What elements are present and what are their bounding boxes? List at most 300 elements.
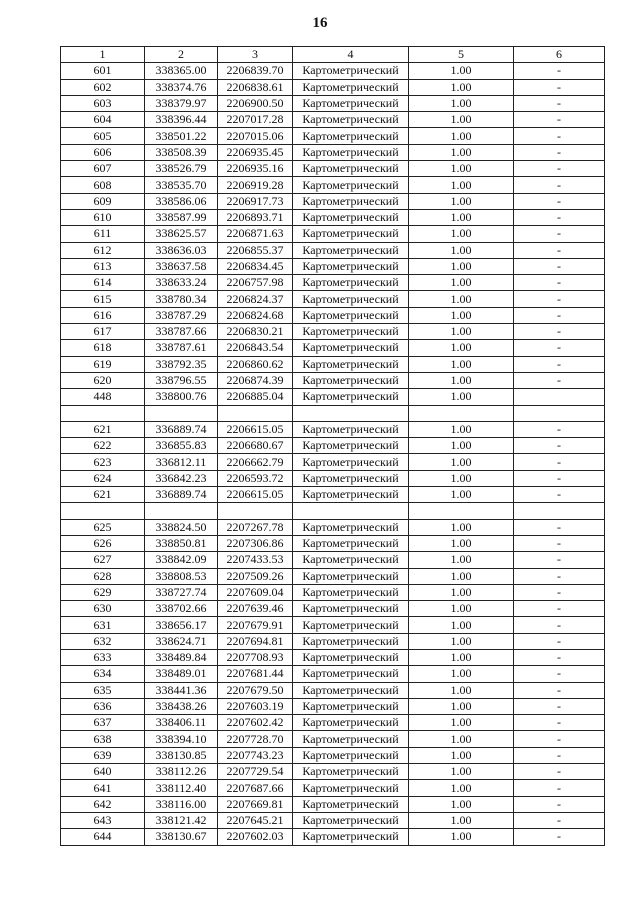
point-number-cell: 640	[61, 764, 145, 780]
method-cell: Картометрический	[293, 63, 409, 79]
method-cell: Картометрический	[293, 356, 409, 372]
x-coordinate-cell: 338526.79	[145, 161, 218, 177]
note-cell: -	[514, 112, 605, 128]
y-coordinate-cell: 2206885.04	[218, 389, 293, 405]
method-cell: Картометрический	[293, 487, 409, 503]
column-header: 1	[61, 47, 145, 63]
method-cell: Картометрический	[293, 519, 409, 535]
accuracy-cell: 1.00	[409, 79, 514, 95]
method-cell: Картометрический	[293, 552, 409, 568]
accuracy-cell: 1.00	[409, 242, 514, 258]
note-cell: -	[514, 584, 605, 600]
table-row	[61, 438, 605, 454]
accuracy-cell: 1.00	[409, 649, 514, 665]
accuracy-cell	[409, 405, 514, 421]
method-cell: Картометрический	[293, 112, 409, 128]
x-coordinate-cell: 338501.22	[145, 128, 218, 144]
accuracy-cell: 1.00	[409, 617, 514, 633]
accuracy-cell: 1.00	[409, 209, 514, 225]
note-cell: -	[514, 649, 605, 665]
y-coordinate-cell: 2206919.28	[218, 177, 293, 193]
accuracy-cell: 1.00	[409, 568, 514, 584]
table-row	[61, 95, 605, 111]
y-coordinate-cell: 2207509.26	[218, 568, 293, 584]
y-coordinate-cell: 2207267.78	[218, 519, 293, 535]
accuracy-cell: 1.00	[409, 584, 514, 600]
x-coordinate-cell: 336855.83	[145, 438, 218, 454]
table-row	[61, 161, 605, 177]
note-cell: -	[514, 764, 605, 780]
y-coordinate-cell: 2206900.50	[218, 95, 293, 111]
y-coordinate-cell: 2206662.79	[218, 454, 293, 470]
table-row	[61, 715, 605, 731]
y-coordinate-cell: 2207433.53	[218, 552, 293, 568]
method-cell: Картометрический	[293, 731, 409, 747]
accuracy-cell: 1.00	[409, 128, 514, 144]
accuracy-cell: 1.00	[409, 144, 514, 160]
note-cell: -	[514, 438, 605, 454]
column-header: 6	[514, 47, 605, 63]
point-number-cell: 614	[61, 275, 145, 291]
table-row	[61, 552, 605, 568]
x-coordinate-cell: 338130.85	[145, 747, 218, 763]
y-coordinate-cell: 2206917.73	[218, 193, 293, 209]
method-cell: Картометрический	[293, 584, 409, 600]
point-number-cell: 628	[61, 568, 145, 584]
x-coordinate-cell: 338787.61	[145, 340, 218, 356]
y-coordinate-cell: 2207645.21	[218, 812, 293, 828]
method-cell: Картометрический	[293, 209, 409, 225]
accuracy-cell: 1.00	[409, 421, 514, 437]
table-row	[61, 764, 605, 780]
y-coordinate-cell: 2207602.03	[218, 829, 293, 845]
accuracy-cell: 1.00	[409, 161, 514, 177]
method-cell: Картометрический	[293, 633, 409, 649]
accuracy-cell: 1.00	[409, 780, 514, 796]
note-cell: -	[514, 307, 605, 323]
table-row	[61, 454, 605, 470]
y-coordinate-cell: 2207728.70	[218, 731, 293, 747]
y-coordinate-cell: 2206893.71	[218, 209, 293, 225]
method-cell: Картометрический	[293, 715, 409, 731]
accuracy-cell: 1.00	[409, 487, 514, 503]
method-cell: Картометрический	[293, 144, 409, 160]
table-header-row	[61, 47, 605, 63]
x-coordinate-cell: 338656.17	[145, 617, 218, 633]
y-coordinate-cell: 2206615.05	[218, 487, 293, 503]
method-cell: Картометрический	[293, 128, 409, 144]
note-cell: -	[514, 242, 605, 258]
accuracy-cell: 1.00	[409, 601, 514, 617]
table-row	[61, 226, 605, 242]
accuracy-cell: 1.00	[409, 454, 514, 470]
accuracy-cell: 1.00	[409, 95, 514, 111]
method-cell	[293, 405, 409, 421]
point-number-cell: 616	[61, 307, 145, 323]
x-coordinate-cell: 336812.11	[145, 454, 218, 470]
point-number-cell: 633	[61, 649, 145, 665]
x-coordinate-cell: 338727.74	[145, 584, 218, 600]
note-cell: -	[514, 95, 605, 111]
accuracy-cell: 1.00	[409, 731, 514, 747]
y-coordinate-cell: 2207609.04	[218, 584, 293, 600]
point-number-cell: 618	[61, 340, 145, 356]
method-cell: Картометрический	[293, 666, 409, 682]
note-cell: -	[514, 161, 605, 177]
y-coordinate-cell: 2207729.54	[218, 764, 293, 780]
point-number-cell: 606	[61, 144, 145, 160]
accuracy-cell: 1.00	[409, 291, 514, 307]
x-coordinate-cell: 338787.66	[145, 324, 218, 340]
point-number-cell: 604	[61, 112, 145, 128]
method-cell: Картометрический	[293, 568, 409, 584]
y-coordinate-cell: 2207687.66	[218, 780, 293, 796]
method-cell: Картометрический	[293, 812, 409, 828]
method-cell: Картометрический	[293, 780, 409, 796]
accuracy-cell: 1.00	[409, 324, 514, 340]
method-cell: Картометрический	[293, 682, 409, 698]
table-row	[61, 258, 605, 274]
accuracy-cell: 1.00	[409, 519, 514, 535]
point-number-cell: 637	[61, 715, 145, 731]
method-cell: Картометрический	[293, 454, 409, 470]
method-cell: Картометрический	[293, 421, 409, 437]
x-coordinate-cell: 338406.11	[145, 715, 218, 731]
point-number-cell: 621	[61, 487, 145, 503]
table-row	[61, 503, 605, 519]
table-row	[61, 649, 605, 665]
note-cell: -	[514, 209, 605, 225]
note-cell: -	[514, 226, 605, 242]
y-coordinate-cell: 2206830.21	[218, 324, 293, 340]
y-coordinate-cell: 2207679.91	[218, 617, 293, 633]
accuracy-cell: 1.00	[409, 764, 514, 780]
method-cell: Картометрический	[293, 535, 409, 551]
table-row	[61, 144, 605, 160]
x-coordinate-cell: 338796.55	[145, 372, 218, 388]
x-coordinate-cell: 338787.29	[145, 307, 218, 323]
point-number-cell: 632	[61, 633, 145, 649]
column-header: 3	[218, 47, 293, 63]
table-row	[61, 633, 605, 649]
table-row	[61, 242, 605, 258]
x-coordinate-cell: 338587.99	[145, 209, 218, 225]
point-number-cell: 627	[61, 552, 145, 568]
y-coordinate-cell: 2206855.37	[218, 242, 293, 258]
method-cell: Картометрический	[293, 796, 409, 812]
x-coordinate-cell: 338637.58	[145, 258, 218, 274]
method-cell: Картометрический	[293, 291, 409, 307]
method-cell: Картометрический	[293, 242, 409, 258]
point-number-cell: 634	[61, 666, 145, 682]
y-coordinate-cell: 2206834.45	[218, 258, 293, 274]
method-cell: Картометрический	[293, 389, 409, 405]
note-cell: -	[514, 79, 605, 95]
note-cell: -	[514, 682, 605, 698]
note-cell: -	[514, 535, 605, 551]
note-cell: -	[514, 617, 605, 633]
table-row	[61, 698, 605, 714]
x-coordinate-cell: 338379.97	[145, 95, 218, 111]
y-coordinate-cell: 2207708.93	[218, 649, 293, 665]
note-cell: -	[514, 715, 605, 731]
point-number-cell: 623	[61, 454, 145, 470]
table-body	[61, 63, 605, 845]
x-coordinate-cell	[145, 405, 218, 421]
note-cell: -	[514, 747, 605, 763]
x-coordinate-cell: 336889.74	[145, 487, 218, 503]
y-coordinate-cell: 2207602.42	[218, 715, 293, 731]
table-row	[61, 617, 605, 633]
x-coordinate-cell: 338112.26	[145, 764, 218, 780]
x-coordinate-cell: 338374.76	[145, 79, 218, 95]
point-number-cell: 608	[61, 177, 145, 193]
table-row	[61, 747, 605, 763]
accuracy-cell: 1.00	[409, 796, 514, 812]
accuracy-cell: 1.00	[409, 666, 514, 682]
column-header: 2	[145, 47, 218, 63]
table-row	[61, 584, 605, 600]
note-cell: -	[514, 356, 605, 372]
point-number-cell: 622	[61, 438, 145, 454]
x-coordinate-cell: 338121.42	[145, 812, 218, 828]
accuracy-cell: 1.00	[409, 812, 514, 828]
table-row	[61, 535, 605, 551]
point-number-cell: 603	[61, 95, 145, 111]
table-row	[61, 682, 605, 698]
point-number-cell: 617	[61, 324, 145, 340]
note-cell: -	[514, 372, 605, 388]
point-number-cell: 620	[61, 372, 145, 388]
y-coordinate-cell: 2207679.50	[218, 682, 293, 698]
x-coordinate-cell: 338850.81	[145, 535, 218, 551]
method-cell: Картометрический	[293, 177, 409, 193]
method-cell: Картометрический	[293, 617, 409, 633]
table-row	[61, 487, 605, 503]
point-number-cell: 619	[61, 356, 145, 372]
column-header: 5	[409, 47, 514, 63]
x-coordinate-cell: 338586.06	[145, 193, 218, 209]
y-coordinate-cell: 2206935.45	[218, 144, 293, 160]
accuracy-cell: 1.00	[409, 552, 514, 568]
method-cell: Картометрический	[293, 470, 409, 486]
x-coordinate-cell: 338625.57	[145, 226, 218, 242]
y-coordinate-cell: 2207694.81	[218, 633, 293, 649]
accuracy-cell: 1.00	[409, 112, 514, 128]
note-cell: -	[514, 340, 605, 356]
y-coordinate-cell: 2206860.62	[218, 356, 293, 372]
accuracy-cell: 1.00	[409, 258, 514, 274]
table-row	[61, 193, 605, 209]
method-cell: Картометрический	[293, 438, 409, 454]
point-number-cell: 610	[61, 209, 145, 225]
table-row	[61, 307, 605, 323]
note-cell: -	[514, 454, 605, 470]
accuracy-cell: 1.00	[409, 63, 514, 79]
y-coordinate-cell: 2206680.67	[218, 438, 293, 454]
y-coordinate-cell: 2207015.06	[218, 128, 293, 144]
accuracy-cell	[409, 503, 514, 519]
point-number-cell: 621	[61, 421, 145, 437]
method-cell: Картометрический	[293, 372, 409, 388]
method-cell: Картометрический	[293, 340, 409, 356]
method-cell: Картометрический	[293, 161, 409, 177]
y-coordinate-cell: 2206843.54	[218, 340, 293, 356]
point-number-cell: 643	[61, 812, 145, 828]
x-coordinate-cell: 338489.01	[145, 666, 218, 682]
table-row	[61, 356, 605, 372]
accuracy-cell: 1.00	[409, 535, 514, 551]
table-row	[61, 112, 605, 128]
x-coordinate-cell: 338489.84	[145, 649, 218, 665]
method-cell: Картометрический	[293, 307, 409, 323]
table-row	[61, 519, 605, 535]
table-row	[61, 128, 605, 144]
point-number-cell: 625	[61, 519, 145, 535]
x-coordinate-cell: 338808.53	[145, 568, 218, 584]
y-coordinate-cell: 2206824.68	[218, 307, 293, 323]
note-cell: -	[514, 633, 605, 649]
x-coordinate-cell: 338396.44	[145, 112, 218, 128]
table-row	[61, 812, 605, 828]
table-row	[61, 470, 605, 486]
note-cell: -	[514, 552, 605, 568]
x-coordinate-cell: 338508.39	[145, 144, 218, 160]
y-coordinate-cell: 2207603.19	[218, 698, 293, 714]
note-cell: -	[514, 177, 605, 193]
accuracy-cell: 1.00	[409, 715, 514, 731]
point-number-cell: 638	[61, 731, 145, 747]
table-row	[61, 79, 605, 95]
table-row	[61, 275, 605, 291]
point-number-cell: 624	[61, 470, 145, 486]
accuracy-cell: 1.00	[409, 275, 514, 291]
point-number-cell: 612	[61, 242, 145, 258]
x-coordinate-cell: 338842.09	[145, 552, 218, 568]
y-coordinate-cell: 2206593.72	[218, 470, 293, 486]
accuracy-cell: 1.00	[409, 633, 514, 649]
note-cell: -	[514, 780, 605, 796]
method-cell	[293, 503, 409, 519]
y-coordinate-cell: 2207669.81	[218, 796, 293, 812]
y-coordinate-cell: 2206615.05	[218, 421, 293, 437]
y-coordinate-cell	[218, 503, 293, 519]
method-cell: Картометрический	[293, 698, 409, 714]
point-number-cell: 626	[61, 535, 145, 551]
x-coordinate-cell: 338441.36	[145, 682, 218, 698]
table-row	[61, 601, 605, 617]
note-cell: -	[514, 796, 605, 812]
y-coordinate-cell: 2207306.86	[218, 535, 293, 551]
table-row	[61, 177, 605, 193]
method-cell: Картометрический	[293, 79, 409, 95]
y-coordinate-cell: 2207017.28	[218, 112, 293, 128]
table-row	[61, 324, 605, 340]
x-coordinate-cell: 338780.34	[145, 291, 218, 307]
method-cell: Картометрический	[293, 226, 409, 242]
y-coordinate-cell: 2206824.37	[218, 291, 293, 307]
x-coordinate-cell: 338824.50	[145, 519, 218, 535]
note-cell: -	[514, 324, 605, 340]
method-cell: Картометрический	[293, 764, 409, 780]
table-row	[61, 209, 605, 225]
note-cell: -	[514, 275, 605, 291]
method-cell: Картометрический	[293, 95, 409, 111]
point-number-cell: 629	[61, 584, 145, 600]
note-cell: -	[514, 63, 605, 79]
note-cell: -	[514, 291, 605, 307]
x-coordinate-cell: 338116.00	[145, 796, 218, 812]
x-coordinate-cell: 338633.24	[145, 275, 218, 291]
x-coordinate-cell: 338365.00	[145, 63, 218, 79]
y-coordinate-cell: 2206838.61	[218, 79, 293, 95]
table-row	[61, 291, 605, 307]
x-coordinate-cell: 338624.71	[145, 633, 218, 649]
y-coordinate-cell: 2206839.70	[218, 63, 293, 79]
accuracy-cell: 1.00	[409, 177, 514, 193]
method-cell: Картометрический	[293, 275, 409, 291]
accuracy-cell: 1.00	[409, 307, 514, 323]
point-number-cell: 613	[61, 258, 145, 274]
method-cell: Картометрический	[293, 258, 409, 274]
y-coordinate-cell: 2206871.63	[218, 226, 293, 242]
x-coordinate-cell: 338800.76	[145, 389, 218, 405]
table-row	[61, 405, 605, 421]
note-cell: -	[514, 601, 605, 617]
point-number-cell: 636	[61, 698, 145, 714]
note-cell: -	[514, 258, 605, 274]
page-number: 16	[312, 15, 328, 31]
accuracy-cell: 1.00	[409, 682, 514, 698]
method-cell: Картометрический	[293, 193, 409, 209]
note-cell: -	[514, 193, 605, 209]
method-cell: Картометрический	[293, 649, 409, 665]
y-coordinate-cell: 2206757.98	[218, 275, 293, 291]
note-cell: -	[514, 519, 605, 535]
point-number-cell: 602	[61, 79, 145, 95]
note-cell	[514, 405, 605, 421]
note-cell: -	[514, 731, 605, 747]
table-row	[61, 829, 605, 845]
note-cell	[514, 389, 605, 405]
y-coordinate-cell: 2207639.46	[218, 601, 293, 617]
x-coordinate-cell: 338112.40	[145, 780, 218, 796]
table-row	[61, 389, 605, 405]
x-coordinate-cell: 338636.03	[145, 242, 218, 258]
method-cell: Картометрический	[293, 829, 409, 845]
method-cell: Картометрический	[293, 324, 409, 340]
accuracy-cell: 1.00	[409, 226, 514, 242]
table-row	[61, 372, 605, 388]
y-coordinate-cell	[218, 405, 293, 421]
x-coordinate-cell: 338535.70	[145, 177, 218, 193]
accuracy-cell: 1.00	[409, 470, 514, 486]
point-number-cell: 641	[61, 780, 145, 796]
table-row	[61, 780, 605, 796]
accuracy-cell: 1.00	[409, 438, 514, 454]
y-coordinate-cell: 2206935.16	[218, 161, 293, 177]
note-cell: -	[514, 144, 605, 160]
table-row	[61, 340, 605, 356]
table-row	[61, 666, 605, 682]
point-number-cell: 609	[61, 193, 145, 209]
x-coordinate-cell: 338792.35	[145, 356, 218, 372]
point-number-cell: 611	[61, 226, 145, 242]
note-cell: -	[514, 812, 605, 828]
point-number-cell: 642	[61, 796, 145, 812]
note-cell: -	[514, 829, 605, 845]
point-number-cell: 631	[61, 617, 145, 633]
